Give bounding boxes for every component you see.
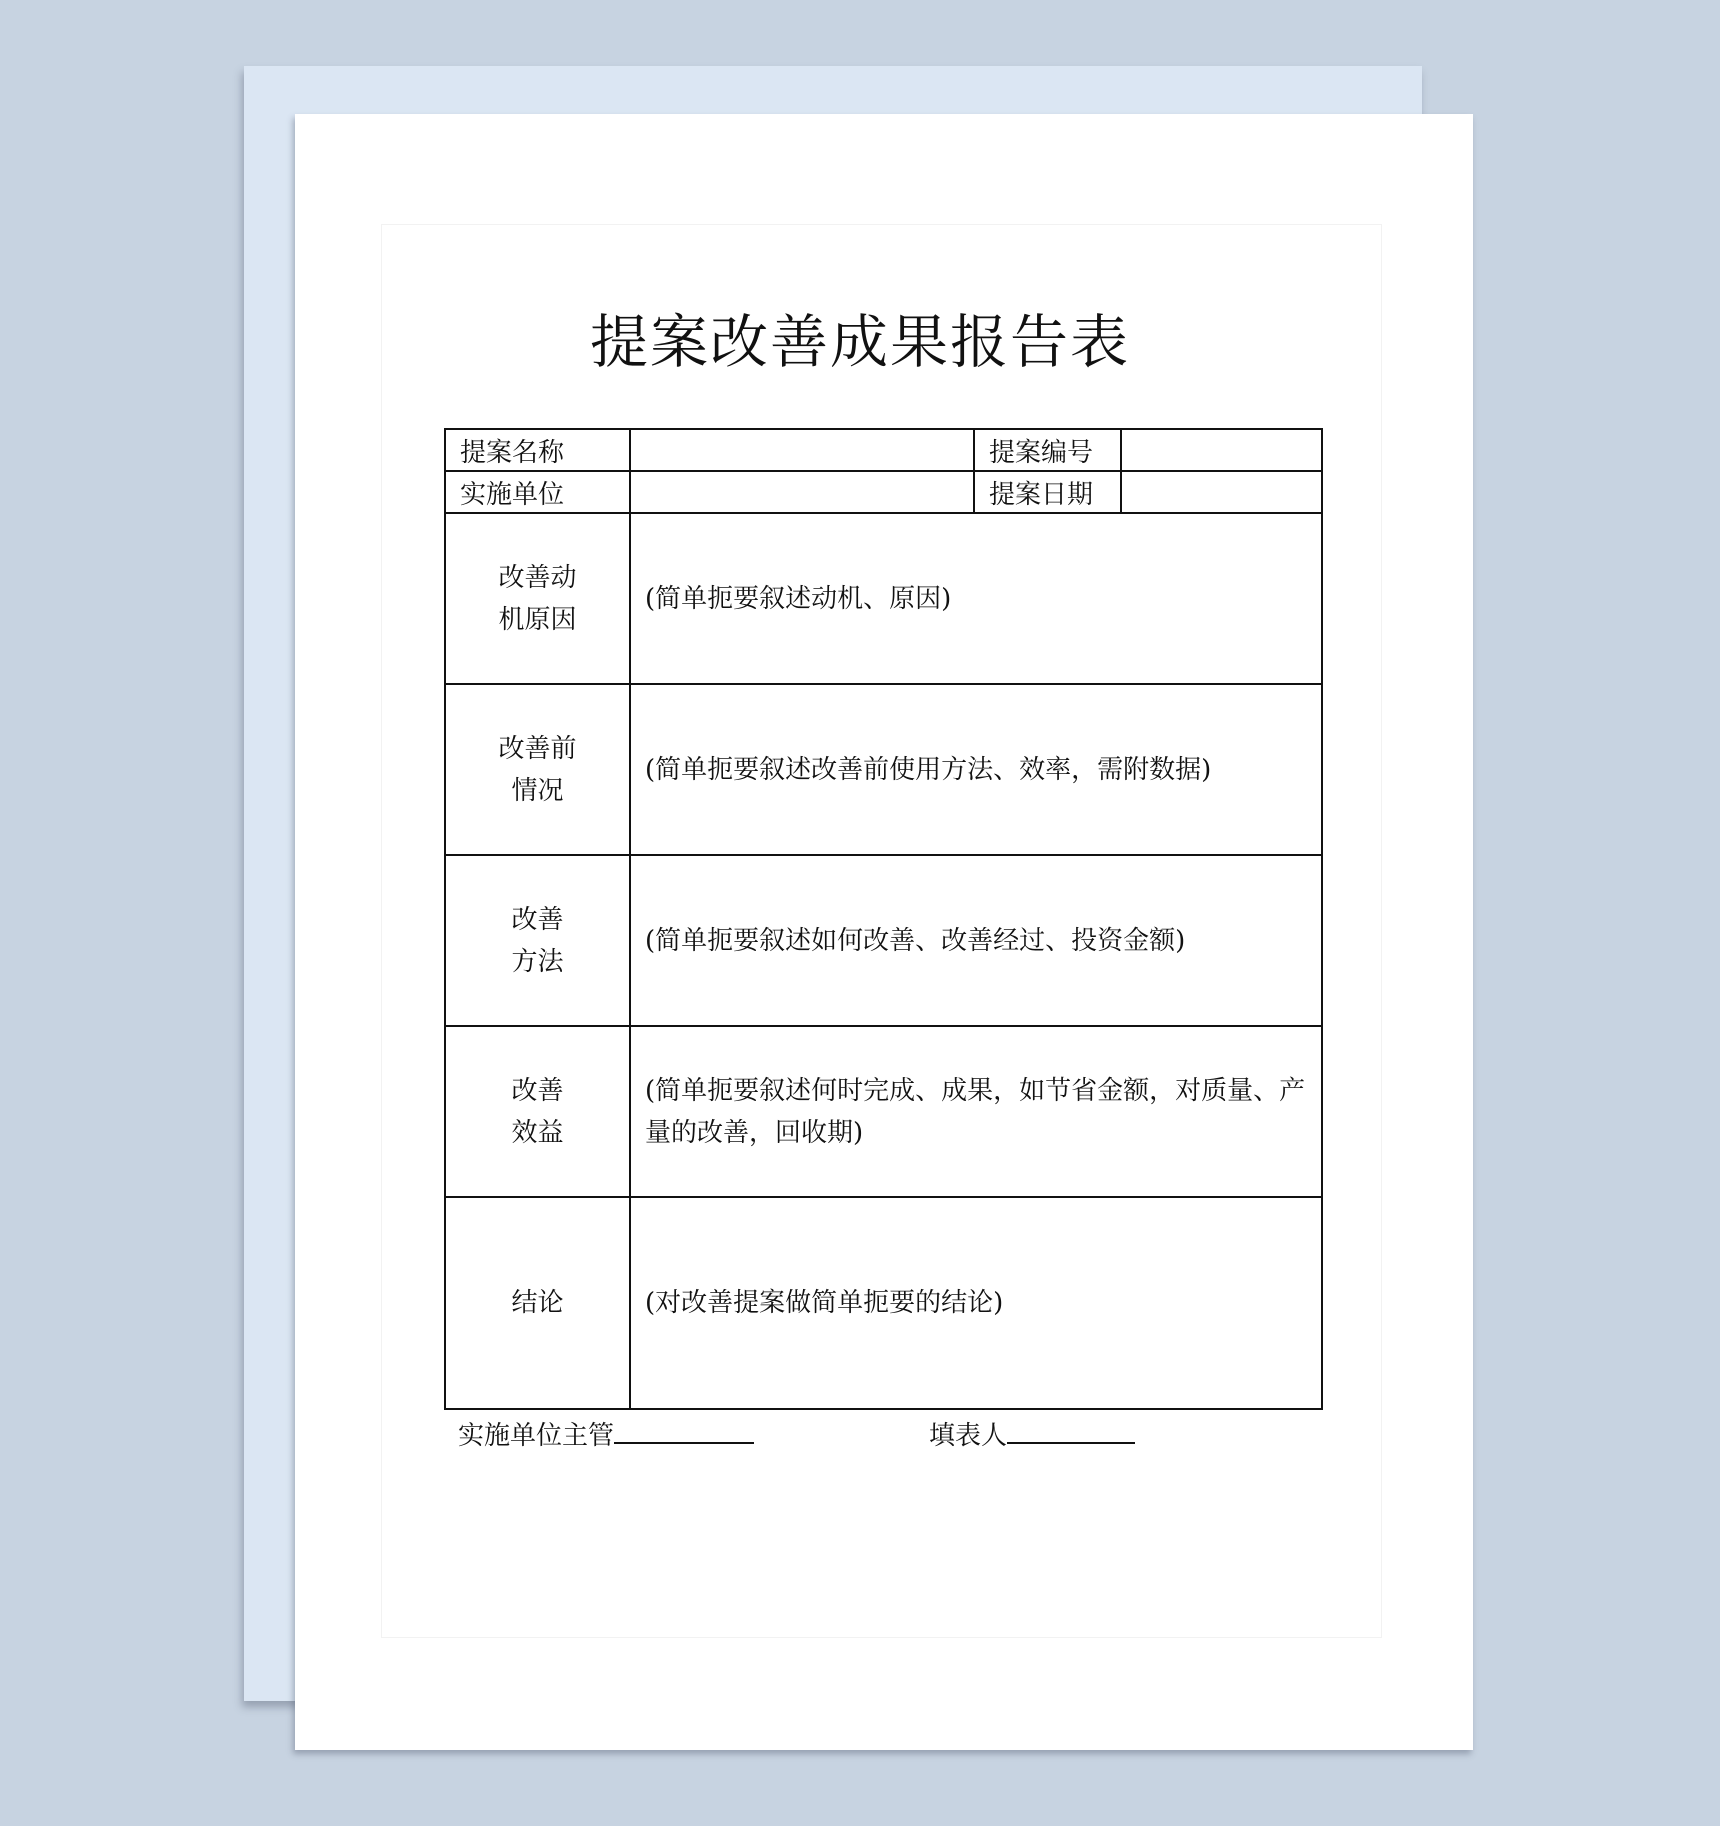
motivation-label-line1: 改善动: [498, 562, 577, 593]
form-row-benefit: [445, 1026, 1322, 1197]
conclusion-label: [445, 1197, 630, 1409]
report-form-table: [444, 428, 1323, 1410]
motivation-label-line2: 机原因: [498, 604, 577, 635]
page-title: 提案改善成果报告表: [589, 308, 1130, 376]
benefit-label-line2: 效益: [511, 1117, 564, 1148]
before-situation-label-line2: 情况: [511, 775, 564, 806]
proposal-date-label: 提案日期: [974, 471, 1121, 513]
proposal-name-field[interactable]: [630, 429, 974, 471]
form-row-conclusion: [445, 1197, 1322, 1409]
method-label: [445, 855, 630, 1026]
before-situation-field[interactable]: (简单扼要叙述改善前使用方法、效率，需附数据): [630, 684, 1322, 855]
before-situation-label: [445, 684, 630, 855]
motivation-field[interactable]: (简单扼要叙述动机、原因): [630, 513, 1322, 684]
implementing-unit-label: 实施单位: [445, 471, 630, 513]
form-row-method: [445, 855, 1322, 1026]
form-row-before-situation: [445, 684, 1322, 855]
method-label-line1: 改善: [511, 904, 564, 935]
implementing-unit-field[interactable]: [630, 471, 974, 513]
benefit-field[interactable]: (简单扼要叙述何时完成、成果，如节省金额，对质量、产量的改善，回收期): [630, 1026, 1322, 1197]
filler-label: 填表人: [929, 1421, 1008, 1451]
proposal-name-label: 提案名称: [445, 429, 630, 471]
benefit-label-line1: 改善: [511, 1075, 564, 1106]
form-row-motivation: [445, 513, 1322, 684]
proposal-date-field[interactable]: [1121, 471, 1322, 513]
proposal-number-label: 提案编号: [974, 429, 1121, 471]
benefit-label: [445, 1026, 630, 1197]
motivation-label: [445, 513, 630, 684]
conclusion-label-line1: 结论: [511, 1288, 564, 1318]
method-label-line2: 方法: [511, 946, 564, 977]
filler-signature-line[interactable]: [1007, 1420, 1135, 1444]
method-field[interactable]: (简单扼要叙述如何改善、改善经过、投资金额): [630, 855, 1322, 1026]
form-row-implementing-unit: [445, 471, 1322, 513]
conclusion-field[interactable]: (对改善提案做简单扼要的结论): [630, 1197, 1322, 1409]
form-row-proposal-name: [445, 429, 1322, 471]
supervisor-signature-line[interactable]: [614, 1420, 754, 1444]
supervisor-label: 实施单位主管: [458, 1421, 615, 1451]
proposal-number-field[interactable]: [1121, 429, 1322, 471]
supervisor-signature: [458, 1414, 754, 1458]
before-situation-label-line1: 改善前: [498, 733, 577, 764]
filler-signature: [929, 1414, 1135, 1458]
